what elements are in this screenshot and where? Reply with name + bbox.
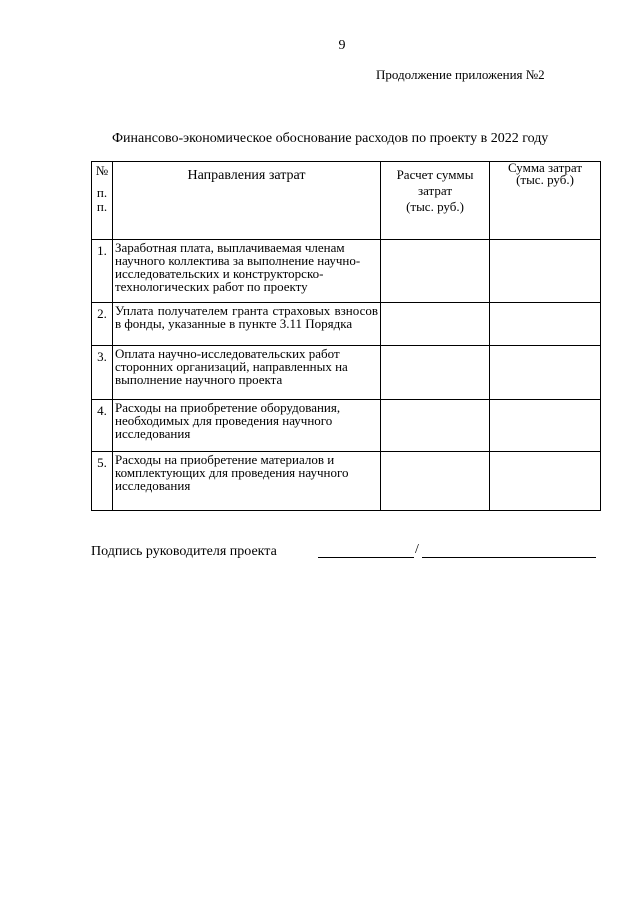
row-direction: Заработная плата, выплачиваемая членам научного коллектива за выполнение научно-исследовательских и конструкторско-технологических работ по проекту [113,240,381,303]
header-number-abbr-1: п. [96,185,108,200]
table-row [92,346,601,400]
row-direction: Уплата получателем гранта страховых взносов в фонды, указанные в пункте 3.11 Порядка [113,303,381,346]
row-calc-cell[interactable] [381,452,490,511]
signature-label: Подпись руководителя проекта [91,544,277,559]
page-number: 9 [338,38,346,53]
row-calc-cell[interactable] [381,400,490,452]
header-sum-line-1: Сумма затрат [507,160,583,175]
row-calc-cell[interactable] [381,346,490,400]
row-sum-cell[interactable] [490,346,601,400]
table-row [92,452,601,511]
row-direction: Расходы на приобретение материалов и комплектующих для проведения научного исследования [113,452,381,511]
header-calc-line-3: (тыс. руб.) [406,199,464,214]
row-sum-cell[interactable] [490,400,601,452]
row-direction: Оплата научно-исследовательских работ сторонних организаций, направленных на выполнение научного проекта [113,346,381,400]
cost-table [91,161,601,511]
signature-name-line[interactable] [422,557,596,558]
header-sum-line-2: (тыс. руб.) [516,172,574,187]
table-row [92,240,601,303]
row-sum-cell[interactable] [490,240,601,303]
header-number-symbol: № [95,163,109,178]
row-sum-cell[interactable] [490,452,601,511]
appendix-note: Продолжение приложения №2 [376,67,545,82]
row-calc-cell[interactable] [381,303,490,346]
header-number-abbr-2: п. [96,199,108,214]
signature-separator: / [415,542,419,557]
header-calculation [381,162,490,240]
row-number: 3. [92,346,113,400]
row-number: 4. [92,400,113,452]
header-number [92,162,113,240]
row-number: 2. [92,303,113,346]
header-calc-line-1: Расчет суммы [396,167,474,182]
table-row [92,303,601,346]
table-header-row [92,162,601,240]
table-row [92,400,601,452]
header-directions: Направления затрат [113,162,381,240]
row-calc-cell[interactable] [381,240,490,303]
row-number: 1. [92,240,113,303]
row-sum-cell[interactable] [490,303,601,346]
header-calc-line-2: затрат [417,183,453,198]
row-number: 5. [92,452,113,511]
document-title: Финансово-экономическое обоснование расходов по проекту в 2022 году [112,131,549,146]
signature-line[interactable] [318,557,414,558]
row-direction: Расходы на приобретение оборудования, необходимых для проведения научного исследования [113,400,381,452]
header-sum [490,162,601,240]
